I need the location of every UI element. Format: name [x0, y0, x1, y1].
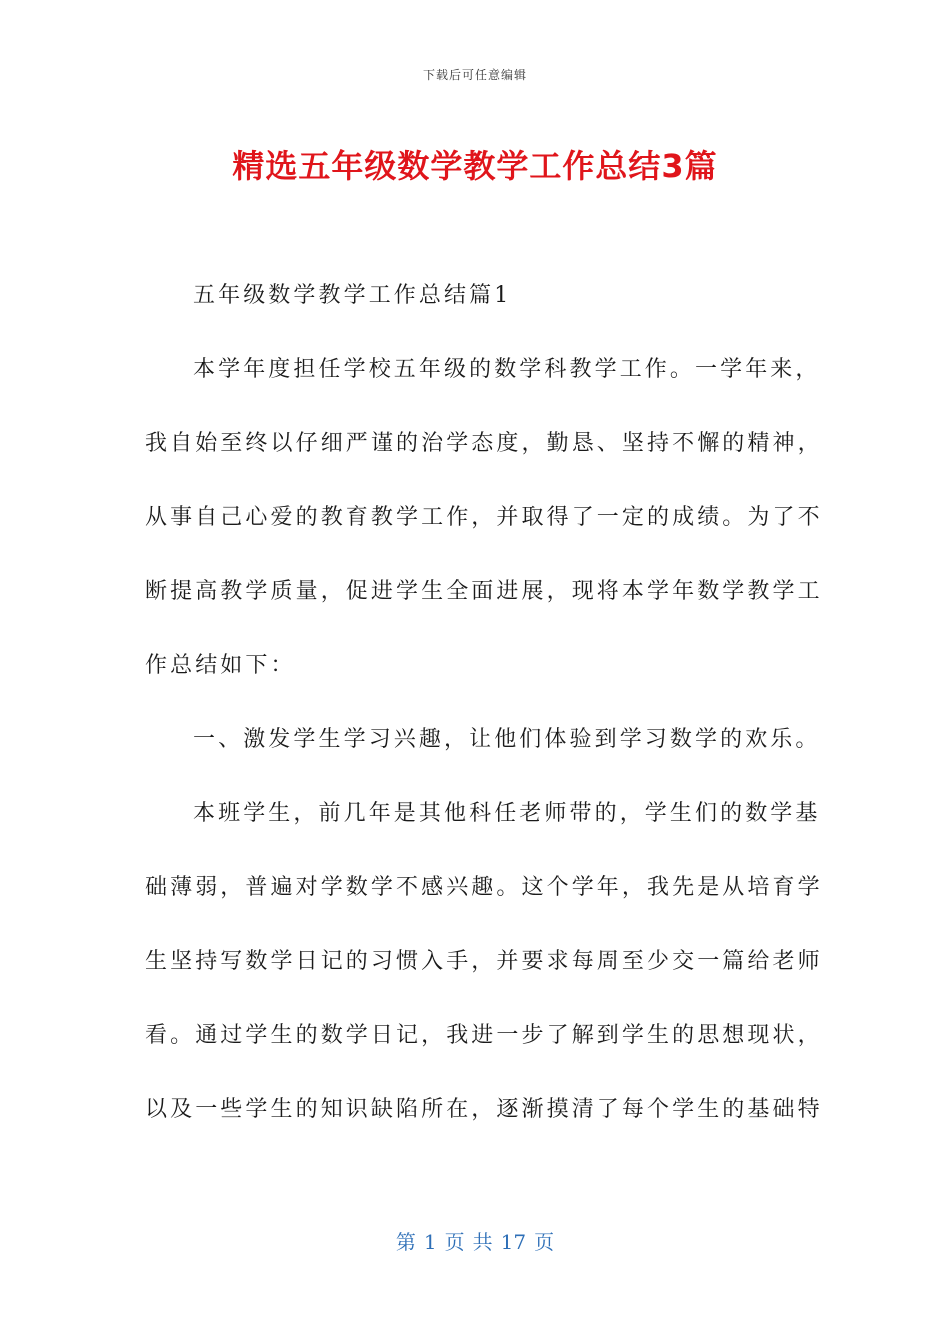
paragraph-line: 础薄弱，普遍对学数学不感兴趣。这个学年，我先是从培育学 [145, 875, 823, 900]
current-page-number: 1 [423, 1230, 437, 1254]
section-heading: 五年级数学教学工作总结篇1 [193, 283, 512, 308]
footer-mid: 页 [444, 1230, 465, 1254]
footer-total-label: 共 [472, 1230, 493, 1254]
header-note: 下载后可任意编辑 [422, 68, 527, 82]
paragraph-line: 以及一些学生的知识缺陷所在，逐渐摸清了每个学生的基础特 [145, 1097, 823, 1122]
footer-prefix: 第 [395, 1230, 416, 1254]
paragraph-line: 作总结如下： [145, 653, 296, 678]
paragraph-line: 断提高教学质量，促进学生全面进展，现将本学年数学教学工 [145, 579, 823, 604]
paragraph-line: 我自始至终以仔细严谨的治学态度，勤恳、坚持不懈的精神， [145, 431, 823, 456]
paragraph-line: 生坚持写数学日记的习惯入手，并要求每周至少交一篇给老师 [145, 949, 823, 974]
document-title: 精选五年级数学教学工作总结3篇 [232, 147, 718, 185]
paragraph-line: 本学年度担任学校五年级的数学科教学工作。一学年来， [193, 357, 821, 382]
footer-suffix: 页 [534, 1230, 555, 1254]
paragraph-line: 看。通过学生的数学日记，我进一步了解到学生的思想现状， [145, 1023, 823, 1048]
paragraph-line: 本班学生，前几年是其他科任老师带的，学生们的数学基 [193, 801, 821, 826]
subsection-heading: 一、激发学生学习兴趣，让他们体验到学习数学的欢乐。 [193, 727, 821, 752]
total-pages-number: 17 [500, 1230, 527, 1254]
page-footer [0, 1226, 950, 1255]
paragraph-line: 从事自己心爱的教育教学工作，并取得了一定的成绩。为了不 [145, 505, 823, 530]
